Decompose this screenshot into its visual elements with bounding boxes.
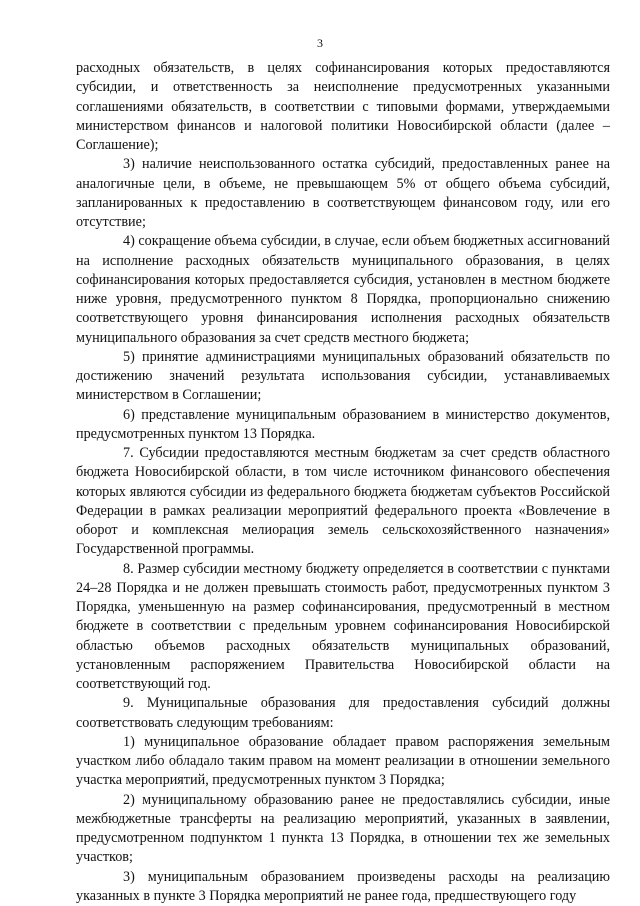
paragraph-clause-7: 7. Субсидии предоставляются местным бюджетам за счет средств областного бюджета Новосибирской области, в том числе источником финансового обеспечения которых являются субсидии из федерального бюджета бюджетам субъектов Российской Федерации в рамках реализации мероприятий федерального проекта «Вовлечение в оборот и комплексная мелиорация земель сельскохозяйственного назначения» Государственной программы. [76,444,610,560]
paragraph-continuation: расходных обязательств, в целях софинансирования которых предоставляются субсидии, и ответственность за неисполнение предусмотренных указанными соглашениями обязательств, в соответствии с типовыми формами, утверждаемыми министерством финансов и налоговой политики Новосибирской области (далее – Соглашение); [76,59,610,155]
paragraph-item-6: 6) представление муниципальным образованием в министерство документов, предусмотренных пунктом 13 Порядка. [76,406,610,445]
paragraph-item-4: 4) сокращение объема субсидии, в случае, если объем бюджетных ассигнований на исполнение расходных обязательств муниципального образования, в целях софинансирования которых предоставляется субсидия, установлен в местном бюджете ниже уровня, предусмотренного пунктом 8 Порядка, пропорционально снижению соответствующего уровня финансирования исполнения расходных обязательств муниципального образования за счет средств местного бюджета; [76,232,610,348]
paragraph-clause-9: 9. Муниципальные образования для предоставления субсидий должны соответствовать следующим требованиям: [76,694,610,733]
paragraph-clause-8: 8. Размер субсидии местному бюджету определяется в соответствии с пунктами 24–28 Порядка и не должен превышать стоимость работ, предусмотренных пунктом 3 Порядка, уменьшенную на размер софинансирования, предусмотренный в местном бюджете в соответствии с предельным уровнем софинансирования Новосибирской областью объемов расходных обязательств муниципальных образований, установленным распоряжением Правительства Новосибирской области на соответствующий год. [76,560,610,695]
page-number: 3 [0,36,640,50]
paragraph-requirement-3: 3) муниципальным образованием произведены расходы на реализацию указанных в пункте 3 Порядка мероприятий не ранее года, предшествующего году [76,868,610,906]
paragraph-item-5: 5) принятие администрациями муниципальных образований обязательств по достижению значений результата использования субсидии, устанавливаемых министерством в Соглашении; [76,348,610,406]
paragraph-requirement-2: 2) муниципальному образованию ранее не предоставлялись субсидии, иные межбюджетные трансферты на реализацию мероприятий, указанных в заявлении, предусмотренном подпунктом 1 пункта 13 Порядка, в отношении тех же земельных участков; [76,791,610,868]
paragraph-item-3: 3) наличие неиспользованного остатка субсидий, предоставленных ранее на аналогичные цели, в объеме, не превышающем 5% от общего объема субсидий, запланированных к предоставлению в соответствующем финансовом году, или его отсутствие; [76,155,610,232]
paragraph-requirement-1: 1) муниципальное образование обладает правом распоряжения земельным участком либо обладало таким правом на момент реализации в отношении земельного участка мероприятий, предусмотренных пунктом 3 Порядка; [76,733,610,791]
document-body [76,59,610,906]
